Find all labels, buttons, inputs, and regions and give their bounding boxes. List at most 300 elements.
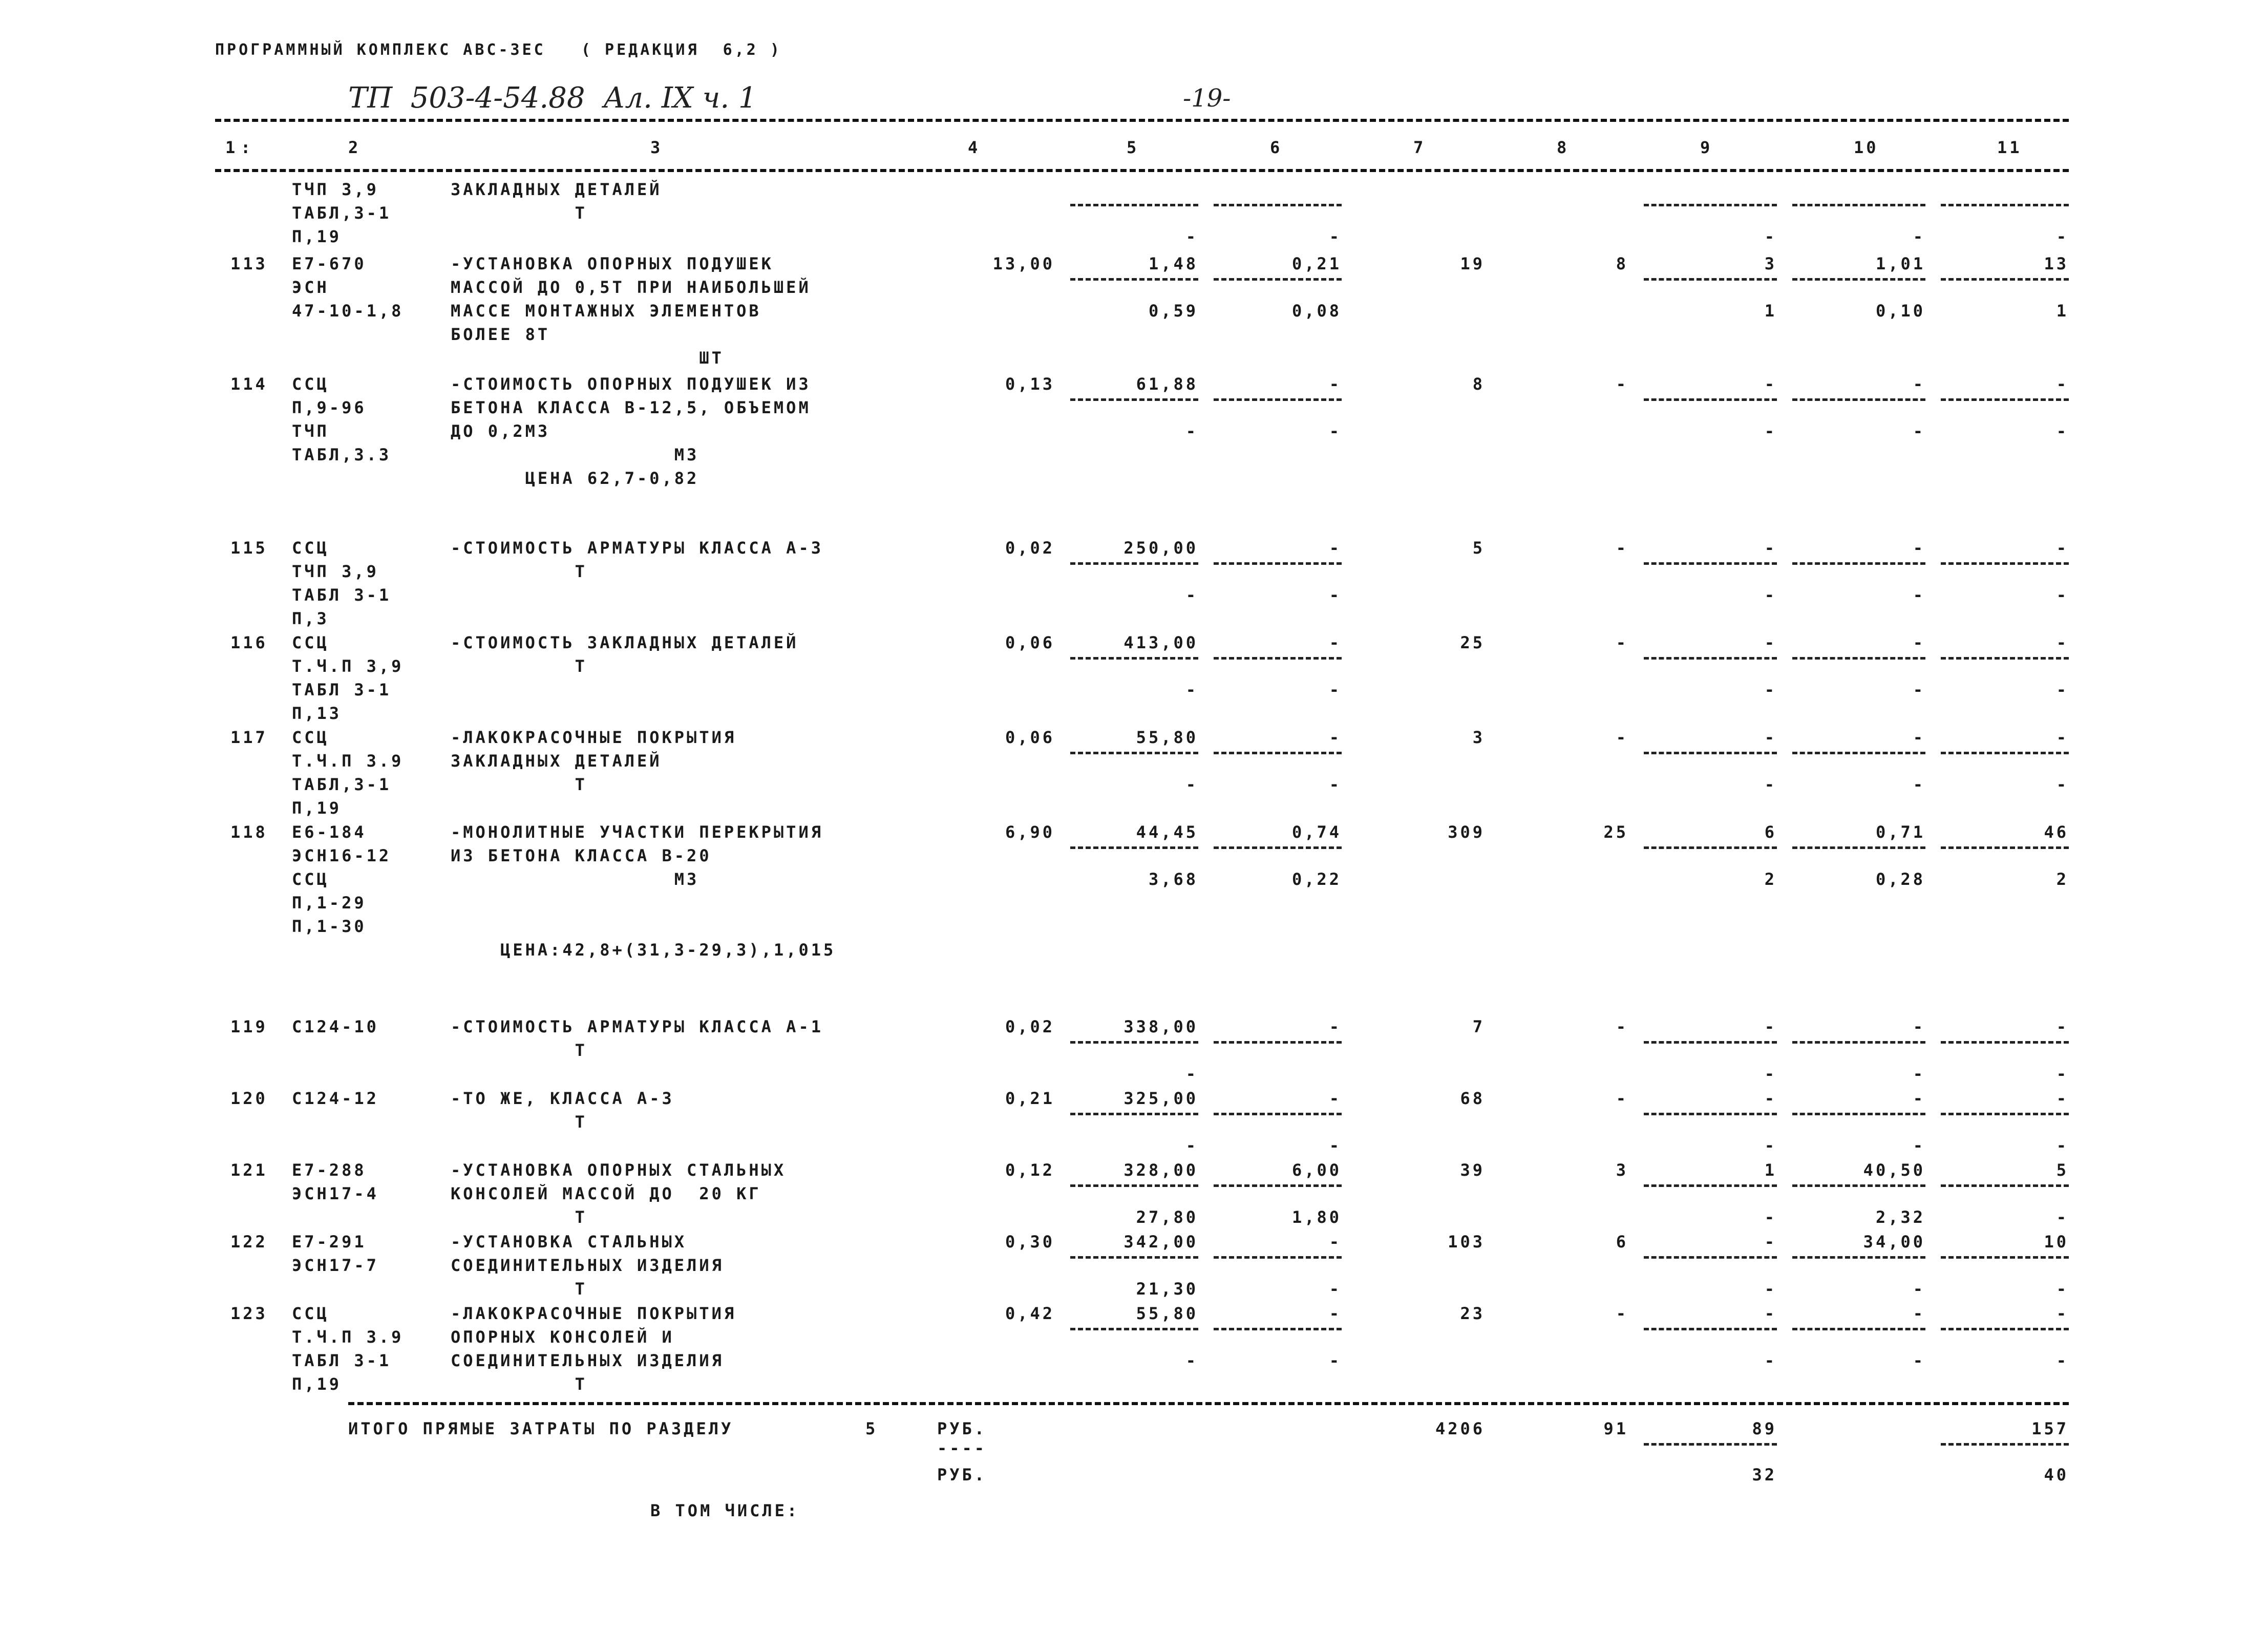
cell-divider (1644, 1113, 1777, 1115)
row-code-line: ССЦ (292, 374, 329, 394)
unit-wages-sub-cell: - (1329, 227, 1342, 246)
totals-unit-2: РУБ. (937, 1465, 987, 1484)
machines-sub-cell: - (1764, 1136, 1777, 1155)
unit-wages-cell: 0,74 (1291, 822, 1342, 842)
labor-unit-sub-cell: - (1913, 227, 1925, 246)
row-description-line: Т (451, 1112, 587, 1132)
unit-cost-sub-cell: 27,80 (1136, 1207, 1198, 1227)
labor-unit-sub-cell: - (1913, 421, 1925, 441)
unit-wages-cell: - (1329, 1089, 1342, 1108)
labor-unit-sub-cell: - (1913, 680, 1925, 699)
labor-unit-cell: - (1913, 538, 1925, 558)
labor-total-cell: 13 (2044, 254, 2069, 273)
row-description-line: ЦЕНА:42,8+(31,3-29,3),1,015 (451, 940, 836, 960)
quantity-cell: 0,06 (1005, 728, 1055, 747)
row-code-line: ССЦ (292, 633, 329, 652)
row-code-line: П,9-96 (292, 398, 367, 417)
labor-unit-cell: - (1913, 1304, 1925, 1323)
unit-cost-sub-cell: - (1185, 227, 1198, 246)
row-code-line: ТАБЛ 3-1 (292, 1351, 392, 1370)
row-code-line: ЭСН16-12 (292, 846, 392, 865)
total-wages-cell: 8 (1616, 254, 1628, 273)
row-description-line: -УСТАНОВКА ОПОРНЫХ СТАЛЬНЫХ (451, 1160, 787, 1180)
labor-unit-sub-cell: 0,10 (1875, 301, 1925, 321)
row-code-line: ЭСН17-4 (292, 1184, 379, 1203)
labor-total-sub-cell: - (2056, 1279, 2069, 1299)
unit-cost-cell: 55,80 (1136, 728, 1198, 747)
row-description-line: ИЗ БЕТОНА КЛАССА В-20 (451, 846, 712, 865)
labor-total-sub-cell: - (2056, 1207, 2069, 1227)
row-number: 114 (230, 374, 268, 394)
row-code-line: Т.Ч.П 3.9 (292, 1327, 404, 1347)
cell-divider (1070, 278, 1198, 281)
row-code-line: ССЦ (292, 1304, 329, 1323)
unit-cost-sub-cell: 3,68 (1148, 869, 1198, 889)
cell-divider (1214, 1041, 1342, 1044)
total-wages-cell: - (1616, 633, 1628, 652)
unit-wages-sub-cell: - (1329, 775, 1342, 794)
row-description-line: Т (451, 203, 587, 223)
cell-divider (1070, 398, 1198, 401)
row-code-line: С124-12 (292, 1089, 379, 1108)
labor-total-sub-cell: - (2056, 421, 2069, 441)
labor-unit-cell: - (1913, 633, 1925, 652)
unit-wages-sub-cell: - (1329, 680, 1342, 699)
totals-labor-sub-cell: 40 (2044, 1465, 2069, 1484)
unit-wages-sub-cell: - (1329, 1351, 1342, 1370)
row-description-line: МАССОЙ ДО 0,5Т ПРИ НАИБОЛЬШЕЙ (451, 278, 811, 297)
cell-divider (1941, 1443, 2069, 1446)
cell-divider (1214, 278, 1342, 281)
row-code-line: ЭСН17-7 (292, 1256, 379, 1275)
total-wages-cell: - (1616, 1089, 1628, 1108)
row-description-line: -ТО ЖЕ, КЛАССА А-3 (451, 1089, 674, 1108)
row-description-line: Т (451, 775, 587, 794)
cell-divider (1214, 1256, 1342, 1259)
unit-cost-sub-cell: - (1185, 680, 1198, 699)
row-number: 113 (230, 254, 268, 273)
labor-total-sub-cell: - (2056, 1064, 2069, 1084)
unit-cost-cell: 325,00 (1124, 1089, 1198, 1108)
row-description-line: -СТОИМОСТЬ ОПОРНЫХ ПОДУШЕК ИЗ (451, 374, 811, 394)
unit-cost-sub-cell: - (1185, 1136, 1198, 1155)
cell-divider (1941, 562, 2069, 565)
row-code-line: ССЦ (292, 538, 329, 558)
row-code-line: Е7-288 (292, 1160, 367, 1180)
unit-cost-cell: 338,00 (1124, 1017, 1198, 1036)
row-description-line: -СТОИМОСТЬ АРМАТУРЫ КЛАССА А-3 (451, 538, 823, 558)
row-code-line: 47-10-1,8 (292, 301, 404, 321)
total-wages-cell: - (1616, 538, 1628, 558)
unit-cost-sub-cell: - (1185, 585, 1198, 605)
cell-divider (1644, 1443, 1777, 1446)
total-cost-cell: 23 (1460, 1304, 1485, 1323)
cell-divider (1792, 562, 1925, 565)
row-description-line: Т (451, 1374, 587, 1394)
unit-wages-cell: - (1329, 1017, 1342, 1036)
labor-unit-sub-cell: - (1913, 1064, 1925, 1084)
row-code-line: ТЧП 3,9 (292, 180, 379, 199)
machines-cell: - (1764, 1017, 1777, 1036)
totals-section: 5 (865, 1419, 878, 1438)
row-description-line: БЕТОНА КЛАССА В-12,5, ОБЪЕМОМ (451, 398, 811, 417)
row-number: 122 (230, 1232, 268, 1252)
cell-divider (1644, 1328, 1777, 1330)
row-code-line: П,19 (292, 798, 342, 818)
row-number: 118 (230, 822, 268, 842)
labor-unit-cell: 34,00 (1863, 1232, 1925, 1252)
row-number: 115 (230, 538, 268, 558)
machines-sub-cell: 2 (1764, 869, 1777, 889)
labor-unit-sub-cell: 2,32 (1875, 1207, 1925, 1227)
machines-sub-cell: - (1764, 775, 1777, 794)
machines-cell: - (1764, 1304, 1777, 1323)
machines-cell: 6 (1764, 822, 1777, 842)
row-number: 121 (230, 1160, 268, 1180)
quantity-cell: 0,42 (1005, 1304, 1055, 1323)
total-wages-cell: 3 (1616, 1160, 1628, 1180)
cell-divider (1941, 752, 2069, 754)
unit-wages-cell: 6,00 (1291, 1160, 1342, 1180)
cell-divider (1792, 657, 1925, 660)
totals-rule (348, 1402, 2069, 1405)
total-wages-cell: - (1616, 1017, 1628, 1036)
cell-divider (1214, 204, 1342, 206)
cell-divider (1214, 1113, 1342, 1115)
row-description-line: ШТ (451, 348, 724, 368)
column-header-7: 6 (1270, 138, 1283, 157)
row-description-line: Т (451, 1041, 587, 1060)
program-header: ПРОГРАММНЫЙ КОМПЛЕКС АВС-ЗЕС ( РЕДАКЦИЯ 6,2 ) (215, 41, 782, 59)
labor-unit-cell: - (1913, 1089, 1925, 1108)
row-code-line: ТАБЛ,3-1 (292, 775, 392, 794)
labor-unit-sub-cell: - (1913, 775, 1925, 794)
column-header-4: 3 (650, 138, 663, 157)
totals-label: ИТОГО ПРЯМЫЕ ЗАТРАТЫ ПО РАЗДЕЛУ (348, 1419, 734, 1438)
row-number: 123 (230, 1304, 268, 1323)
labor-unit-sub-cell: - (1913, 585, 1925, 605)
cell-divider (1644, 278, 1777, 281)
quantity-cell: 0,13 (1005, 374, 1055, 394)
cell-divider (1792, 1113, 1925, 1115)
cell-divider (1792, 1328, 1925, 1330)
cell-divider (1792, 1256, 1925, 1259)
cell-divider (1941, 1256, 2069, 1259)
row-code-line: Е6-184 (292, 822, 367, 842)
header-bottom-rule (215, 169, 2069, 172)
row-description-line: -ЛАКОКРАСОЧНЫЕ ПОКРЫТИЯ (451, 1304, 737, 1323)
labor-total-sub-cell: - (2056, 227, 2069, 246)
cell-divider (1070, 1256, 1198, 1259)
column-header-1: 1 (225, 138, 238, 157)
machines-cell: - (1764, 374, 1777, 394)
row-description-line: СОЕДИНИТЕЛЬНЫХ ИЗДЕЛИЯ (451, 1351, 724, 1370)
row-description-line: М3 (451, 869, 700, 889)
cell-divider (1070, 657, 1198, 660)
cell-divider (1941, 846, 2069, 849)
labor-total-sub-cell: 2 (2056, 869, 2069, 889)
labor-total-cell: - (2056, 374, 2069, 394)
machines-sub-cell: - (1764, 421, 1777, 441)
labor-total-cell: - (2056, 1304, 2069, 1323)
machines-sub-cell: - (1764, 680, 1777, 699)
cell-divider (1214, 398, 1342, 401)
column-header-9: 8 (1557, 138, 1570, 157)
total-cost-cell: 309 (1448, 822, 1485, 842)
labor-unit-sub-cell: - (1913, 1279, 1925, 1299)
labor-total-sub-cell: - (2056, 680, 2069, 699)
unit-cost-sub-cell: - (1185, 1351, 1198, 1370)
unit-wages-sub-cell: 1,80 (1291, 1207, 1342, 1227)
unit-cost-cell: 250,00 (1124, 538, 1198, 558)
row-code-line: ССЦ (292, 728, 329, 747)
machines-cell: - (1764, 1232, 1777, 1252)
row-description-line: ЦЕНА 62,7-0,82 (451, 469, 700, 488)
row-code-line: ТЧП 3,9 (292, 562, 379, 581)
unit-cost-cell: 413,00 (1124, 633, 1198, 652)
row-code-line: П,1-30 (292, 917, 367, 936)
cell-divider (1070, 1041, 1198, 1044)
column-header-10: 9 (1700, 138, 1713, 157)
cell-divider (1644, 398, 1777, 401)
cell-divider (1792, 752, 1925, 754)
unit-wages-cell: - (1329, 633, 1342, 652)
cell-divider (1070, 1113, 1198, 1115)
labor-total-cell: 10 (2044, 1232, 2069, 1252)
machines-cell: 1 (1764, 1160, 1777, 1180)
column-header-11: 10 (1854, 138, 1879, 157)
unit-cost-sub-cell: - (1185, 421, 1198, 441)
cell-divider (1941, 1113, 2069, 1115)
cell-divider (1644, 752, 1777, 754)
row-code-line: ЭСН (292, 278, 329, 297)
machines-sub-cell: - (1764, 585, 1777, 605)
quantity-cell: 0,21 (1005, 1089, 1055, 1108)
cell-divider (1941, 1328, 2069, 1330)
total-cost-cell: 3 (1472, 728, 1485, 747)
total-cost-cell: 39 (1460, 1160, 1485, 1180)
cell-divider (1214, 752, 1342, 754)
row-description-line: ЗАКЛАДНЫХ ДЕТАЛЕЙ (451, 751, 662, 771)
document-code: ТП 503-4-54.88 Ал. IX ч. 1 (348, 81, 757, 115)
unit-wages-sub-cell: - (1329, 421, 1342, 441)
labor-unit-sub-cell: - (1913, 1351, 1925, 1370)
cell-divider (1941, 204, 2069, 206)
totals-unit-dash: ---- (937, 1438, 987, 1458)
labor-total-sub-cell: - (2056, 585, 2069, 605)
labor-unit-cell: 40,50 (1863, 1160, 1925, 1180)
unit-cost-sub-cell: 21,30 (1136, 1279, 1198, 1299)
labor-total-cell: - (2056, 728, 2069, 747)
row-code-line: Е7-291 (292, 1232, 367, 1252)
cell-divider (1792, 398, 1925, 401)
quantity-cell: 13,00 (992, 254, 1055, 273)
cell-divider (1792, 1041, 1925, 1044)
machines-sub-cell: - (1764, 1351, 1777, 1370)
labor-total-cell: - (2056, 1017, 2069, 1036)
row-description-line: -СТОИМОСТЬ АРМАТУРЫ КЛАССА А-1 (451, 1017, 823, 1036)
row-description-line: М3 (451, 445, 700, 464)
row-code-line: ТЧП (292, 421, 329, 441)
unit-cost-cell: 44,45 (1136, 822, 1198, 842)
unit-cost-cell: 342,00 (1124, 1232, 1198, 1252)
unit-wages-sub-cell: - (1329, 1279, 1342, 1299)
unit-cost-sub-cell: - (1185, 775, 1198, 794)
totals-unit-1: РУБ. (937, 1419, 987, 1438)
cell-divider (1070, 752, 1198, 754)
cell-divider (1214, 1184, 1342, 1187)
cell-divider (1070, 1184, 1198, 1187)
row-code-line: П,13 (292, 704, 342, 723)
row-description-line: -МОНОЛИТНЫЕ УЧАСТКИ ПЕРЕКРЫТИЯ (451, 822, 823, 842)
labor-unit-cell: - (1913, 374, 1925, 394)
cell-divider (1644, 562, 1777, 565)
cell-divider (1941, 278, 2069, 281)
totals-labor-cell: 157 (2031, 1419, 2069, 1438)
row-code-line: П,19 (292, 1374, 342, 1394)
totals-machines-cell: 89 (1752, 1419, 1777, 1438)
machines-sub-cell: - (1764, 227, 1777, 246)
row-description-line: КОНСОЛЕЙ МАССОЙ ДО 20 КГ (451, 1184, 761, 1203)
total-wages-cell: - (1616, 1304, 1628, 1323)
cell-divider (1644, 1256, 1777, 1259)
total-wages-cell: - (1616, 374, 1628, 394)
header-top-rule (215, 119, 2069, 122)
machines-sub-cell: 1 (1764, 301, 1777, 321)
labor-total-sub-cell: - (2056, 1136, 2069, 1155)
column-header-2: : (241, 138, 253, 157)
machines-sub-cell: - (1764, 1207, 1777, 1227)
row-description-line: Т (451, 562, 587, 581)
row-description-line: -СТОИМОСТЬ ЗАКЛАДНЫХ ДЕТАЛЕЙ (451, 633, 799, 652)
row-code-line: Т.Ч.П 3,9 (292, 656, 404, 676)
cell-divider (1070, 204, 1198, 206)
cell-divider (1644, 657, 1777, 660)
including-label: В ТОМ ЧИСЛЕ: (650, 1501, 800, 1520)
labor-total-cell: - (2056, 1089, 2069, 1108)
cell-divider (1644, 204, 1777, 206)
row-number: 116 (230, 633, 268, 652)
labor-total-cell: - (2056, 538, 2069, 558)
unit-cost-sub-cell: - (1185, 1064, 1198, 1084)
row-code-line: ССЦ (292, 869, 329, 889)
unit-wages-sub-cell: - (1329, 585, 1342, 605)
row-description-line: МАССЕ МОНТАЖНЫХ ЭЛЕМЕНТОВ (451, 301, 761, 321)
cell-divider (1644, 1041, 1777, 1044)
totals-wages-cell: 91 (1603, 1419, 1628, 1438)
machines-cell: 3 (1764, 254, 1777, 273)
row-code-line: С124-10 (292, 1017, 379, 1036)
quantity-cell: 0,12 (1005, 1160, 1055, 1180)
column-header-12: 11 (1997, 138, 2022, 157)
cell-divider (1644, 846, 1777, 849)
total-cost-cell: 25 (1460, 633, 1485, 652)
machines-sub-cell: - (1764, 1279, 1777, 1299)
row-description-line: Т (451, 1207, 587, 1227)
quantity-cell: 0,06 (1005, 633, 1055, 652)
unit-cost-cell: 328,00 (1124, 1160, 1198, 1180)
cell-divider (1214, 846, 1342, 849)
labor-unit-cell: - (1913, 1017, 1925, 1036)
unit-wages-cell: 0,21 (1291, 254, 1342, 273)
cell-divider (1644, 1184, 1777, 1187)
row-description-line: Т (451, 1279, 587, 1299)
cell-divider (1792, 204, 1925, 206)
machines-cell: - (1764, 538, 1777, 558)
cell-divider (1214, 562, 1342, 565)
cell-divider (1070, 1328, 1198, 1330)
unit-wages-cell: - (1329, 1232, 1342, 1252)
row-code-line: ТАБЛ 3-1 (292, 680, 392, 699)
page-number: -19- (1183, 84, 1231, 113)
cell-divider (1214, 1328, 1342, 1330)
unit-cost-sub-cell: 0,59 (1148, 301, 1198, 321)
labor-unit-cell: 1,01 (1875, 254, 1925, 273)
row-number: 119 (230, 1017, 268, 1036)
total-cost-cell: 103 (1448, 1232, 1485, 1252)
row-number: 120 (230, 1089, 268, 1108)
row-description-line: БОЛЕЕ 8Т (451, 325, 550, 344)
row-code-line: П,1-29 (292, 893, 367, 913)
cell-divider (1941, 1041, 2069, 1044)
labor-unit-cell: 0,71 (1875, 822, 1925, 842)
total-cost-cell: 5 (1472, 538, 1485, 558)
row-code-line: ТАБЛ,3-1 (292, 203, 392, 223)
unit-wages-cell: - (1329, 374, 1342, 394)
unit-cost-cell: 55,80 (1136, 1304, 1198, 1323)
total-cost-cell: 7 (1472, 1017, 1485, 1036)
cell-divider (1792, 1184, 1925, 1187)
cell-divider (1792, 846, 1925, 849)
unit-cost-cell: 1,48 (1148, 254, 1198, 273)
cell-divider (1792, 278, 1925, 281)
unit-wages-sub-cell: 0,22 (1291, 869, 1342, 889)
labor-total-sub-cell: - (2056, 1351, 2069, 1370)
machines-cell: - (1764, 1089, 1777, 1108)
row-number: 117 (230, 728, 268, 747)
row-description-line: ЗАКЛАДНЫХ ДЕТАЛЕЙ (451, 180, 662, 199)
column-header-8: 7 (1413, 138, 1426, 157)
labor-total-sub-cell: 1 (2056, 301, 2069, 321)
total-cost-cell: 8 (1472, 374, 1485, 394)
unit-wages-cell: - (1329, 728, 1342, 747)
labor-total-cell: - (2056, 633, 2069, 652)
machines-cell: - (1764, 728, 1777, 747)
unit-wages-sub-cell: - (1329, 1136, 1342, 1155)
total-cost-cell: 68 (1460, 1089, 1485, 1108)
unit-wages-sub-cell: 0,08 (1291, 301, 1342, 321)
labor-total-cell: 5 (2056, 1160, 2069, 1180)
machines-sub-cell: - (1764, 1064, 1777, 1084)
labor-unit-cell: - (1913, 728, 1925, 747)
labor-total-cell: 46 (2044, 822, 2069, 842)
row-description-line: ДО 0,2М3 (451, 421, 550, 441)
column-header-5: 4 (968, 138, 981, 157)
row-description-line: ОПОРНЫХ КОНСОЛЕЙ И (451, 1327, 674, 1347)
total-cost-cell: 19 (1460, 254, 1485, 273)
cell-divider (1941, 1184, 2069, 1187)
row-description-line: -ЛАКОКРАСОЧНЫЕ ПОКРЫТИЯ (451, 728, 737, 747)
unit-wages-cell: - (1329, 538, 1342, 558)
total-wages-cell: 25 (1603, 822, 1628, 842)
row-description-line: -УСТАНОВКА ОПОРНЫХ ПОДУШЕК (451, 254, 774, 273)
row-description-line: Т (451, 656, 587, 676)
cell-divider (1214, 657, 1342, 660)
row-code-line: П,19 (292, 227, 342, 246)
row-description-line: СОЕДИНИТЕЛЬНЫХ ИЗДЕЛИЯ (451, 1256, 724, 1275)
cell-divider (1941, 657, 2069, 660)
quantity-cell: 6,90 (1005, 822, 1055, 842)
